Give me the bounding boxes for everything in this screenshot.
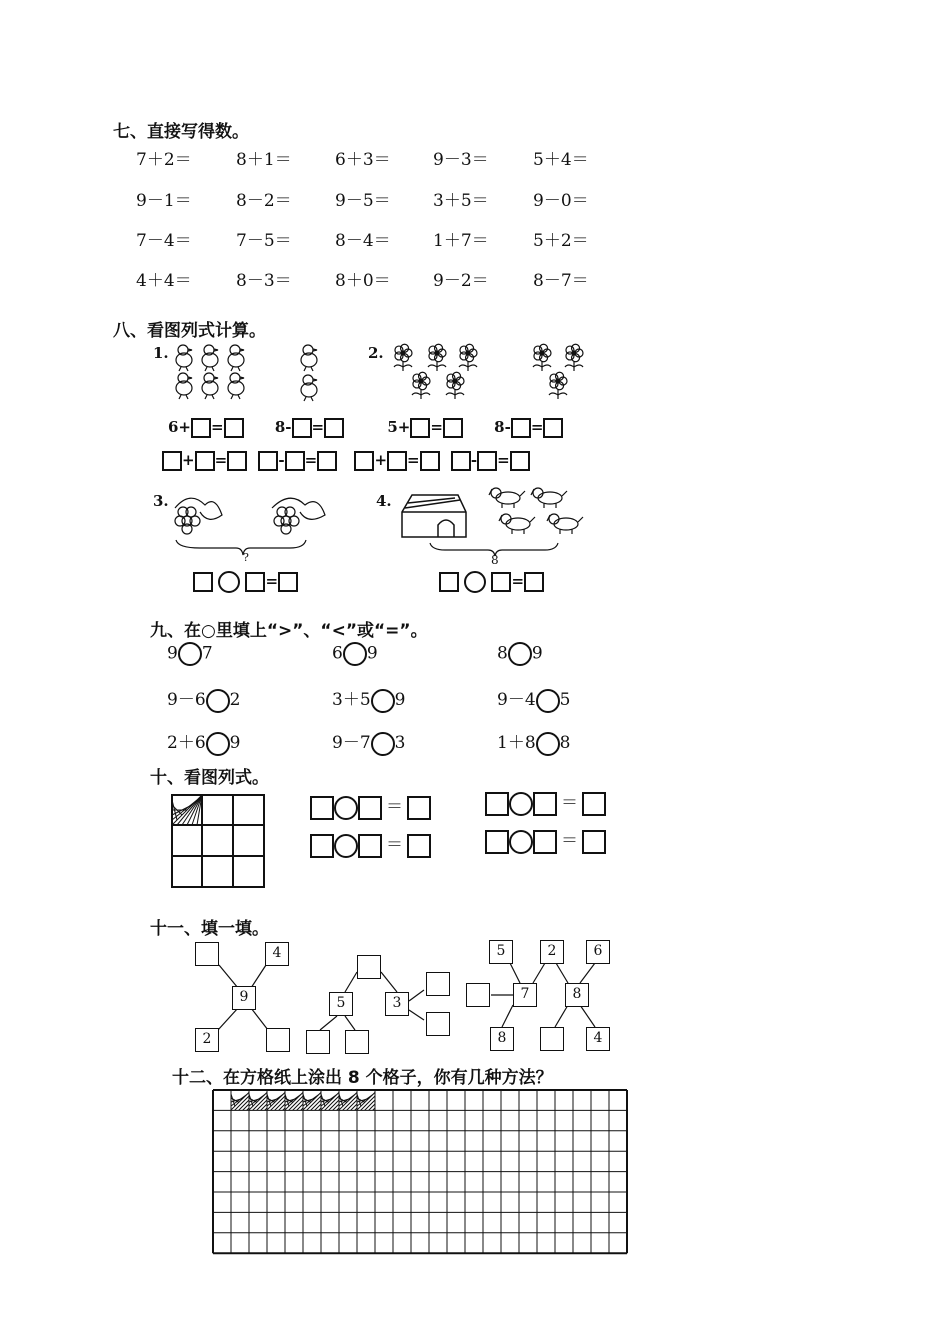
answer-box[interactable]: [278, 572, 298, 592]
right-expression: 9: [229, 733, 241, 753]
answer-box[interactable]: [310, 834, 334, 858]
right-expression: 7: [201, 643, 213, 664]
comparison-item: [497, 728, 570, 756]
number-box-empty[interactable]: [266, 1028, 290, 1052]
operator-circle[interactable]: [509, 792, 533, 816]
answer-box[interactable]: [410, 418, 430, 438]
answer-box[interactable]: [387, 451, 407, 471]
answer-box[interactable]: [285, 451, 305, 471]
left-expression: 9－7: [332, 733, 371, 753]
left-expression: 8: [497, 643, 508, 664]
right-expression: 9: [366, 643, 378, 664]
comparison-item: [332, 728, 405, 756]
section-7-title: 七、直接写得数。: [113, 122, 249, 142]
right-expression: 5: [559, 690, 571, 710]
compare-circle[interactable]: [206, 689, 230, 713]
compare-circle[interactable]: [371, 689, 395, 713]
number-box: 2: [540, 940, 564, 964]
dog-icon: [531, 488, 567, 508]
compare-circle[interactable]: [508, 642, 532, 666]
plus-sign: +: [374, 451, 388, 469]
number-box-empty[interactable]: [466, 983, 490, 1007]
flower-icon: [549, 372, 567, 399]
section-8-title: 八、看图列式计算。: [113, 321, 266, 341]
number-box: 4: [265, 942, 289, 966]
answer-box[interactable]: [407, 796, 431, 820]
flower-icon: [565, 344, 583, 371]
left-expression: 9: [167, 643, 178, 664]
equation-item: 8－7＝: [533, 271, 589, 291]
chick-icon: [301, 345, 317, 371]
answer-box[interactable]: [485, 830, 509, 854]
square-grid-paper: [213, 1090, 627, 1253]
shaded-cell: [267, 1090, 285, 1110]
answer-box[interactable]: [533, 792, 557, 816]
number-box: 3: [385, 992, 409, 1016]
right-expression: 8: [559, 733, 571, 753]
operator-circle[interactable]: [334, 834, 358, 858]
equation-row-1: [168, 418, 563, 438]
number-box-empty[interactable]: [306, 1030, 330, 1054]
problem-3-number: 3.: [153, 492, 169, 510]
number-box: 5: [329, 992, 353, 1016]
answer-box[interactable]: [354, 451, 374, 471]
number-box-empty[interactable]: [195, 942, 219, 966]
comparison-item: [497, 642, 543, 666]
minus-sign: -: [470, 451, 478, 469]
equation-item: 6＋3＝: [335, 150, 391, 170]
answer-box[interactable]: [443, 418, 463, 438]
equation-dogs: [439, 571, 544, 593]
number-box-empty[interactable]: [345, 1030, 369, 1054]
dog-icon: [499, 514, 535, 534]
answer-box[interactable]: [195, 451, 215, 471]
brace-total-label: 8: [491, 553, 499, 567]
answer-box[interactable]: [477, 451, 497, 471]
number-box-empty[interactable]: [540, 1027, 564, 1051]
dog-icon: [489, 488, 525, 508]
eq-prefix: 6+: [168, 418, 192, 436]
equation-item: 7－4＝: [136, 231, 192, 251]
left-expression: 1＋8: [497, 733, 536, 753]
chick-icon: [202, 345, 218, 371]
dog-icon: [547, 514, 583, 534]
equation-item: 9－2＝: [433, 271, 489, 291]
answer-box[interactable]: [292, 418, 312, 438]
compare-circle[interactable]: [178, 642, 202, 666]
answer-box[interactable]: [543, 418, 563, 438]
comparison-item: [167, 642, 213, 666]
equation-template: [485, 788, 606, 816]
comparison-item: [332, 685, 405, 713]
answer-box[interactable]: [524, 572, 544, 592]
answer-box[interactable]: [510, 451, 530, 471]
answer-box[interactable]: [407, 834, 431, 858]
number-box: 7: [513, 983, 537, 1007]
equation-template: [310, 792, 431, 820]
doghouse-icon: [402, 495, 466, 537]
equation-item: 8－3＝: [236, 271, 292, 291]
grape-icon: [272, 498, 325, 534]
answer-box[interactable]: [193, 572, 213, 592]
left-expression: 2＋6: [167, 733, 206, 753]
answer-box[interactable]: [451, 451, 471, 471]
section-10-title: 十、看图列式。: [150, 768, 269, 788]
number-box: 9: [232, 986, 256, 1010]
left-expression: 3＋5: [332, 690, 371, 710]
problem-2-number: 2.: [368, 344, 384, 362]
answer-box[interactable]: [227, 451, 247, 471]
eq-sign: ＝: [561, 831, 578, 851]
compare-circle[interactable]: [206, 732, 230, 756]
answer-box[interactable]: [317, 451, 337, 471]
equation-item: 5＋4＝: [533, 150, 589, 170]
operator-circle[interactable]: [334, 796, 358, 820]
shaded-cell: [321, 1090, 339, 1110]
equation-item: 9－0＝: [533, 191, 589, 211]
section-9-title: 九、在○里填上“>”、“<”或“=”。: [150, 621, 428, 641]
minus-sign: -: [278, 451, 285, 469]
eq-sign: =: [214, 451, 228, 469]
equation-item: 8－4＝: [335, 231, 391, 251]
answer-box[interactable]: [439, 572, 459, 592]
number-box-empty[interactable]: [426, 972, 450, 996]
eq-sign: ＝: [386, 797, 403, 817]
equation-item: 3＋5＝: [433, 191, 489, 211]
shaded-cell: [303, 1090, 321, 1110]
chick-icon: [176, 373, 192, 399]
equation-item: 4＋4＝: [136, 271, 192, 291]
answer-box[interactable]: [420, 451, 440, 471]
number-box: 8: [490, 1027, 514, 1051]
eq-sign: =: [430, 418, 443, 436]
chick-icon: [301, 375, 317, 401]
comparison-item: [497, 685, 570, 713]
answer-box[interactable]: [310, 796, 334, 820]
left-expression: 9－4: [497, 690, 536, 710]
comparison-item: [167, 728, 240, 756]
section-11-title: 十一、填一填。: [150, 919, 269, 939]
left-expression: 9－6: [167, 690, 206, 710]
compare-circle[interactable]: [536, 689, 560, 713]
eq-sign: =: [511, 572, 525, 590]
eq-sign: =: [304, 451, 318, 469]
equation-template: [310, 830, 431, 858]
hatched-cell: [172, 795, 202, 825]
section-12-title: 十二、在方格纸上涂出 8 个格子，你有几种方法？: [172, 1068, 553, 1088]
answer-box[interactable]: [191, 418, 211, 438]
flower-icon: [459, 344, 477, 371]
answer-box[interactable]: [358, 796, 382, 820]
eq-sign: =: [311, 418, 325, 436]
compare-circle[interactable]: [371, 732, 395, 756]
eq-sign: =: [407, 451, 420, 469]
compare-circle[interactable]: [536, 732, 560, 756]
equation-item: 9－1＝: [136, 191, 192, 211]
flower-icon: [412, 372, 430, 399]
eq-sign: =: [211, 418, 224, 436]
answer-box[interactable]: [582, 830, 606, 854]
brace-question-label: ?: [243, 551, 249, 564]
equation-item: 1＋7＝: [433, 231, 489, 251]
right-expression: 9: [394, 690, 406, 710]
equation-item: 7＋2＝: [136, 150, 192, 170]
right-expression: 3: [394, 733, 406, 753]
equation-item: 8＋0＝: [335, 271, 391, 291]
grape-icon: [175, 498, 222, 534]
equation-item: 8－2＝: [236, 191, 292, 211]
flower-icon: [394, 344, 412, 371]
comparison-item: [167, 685, 240, 713]
answer-box[interactable]: [224, 418, 244, 438]
answer-box[interactable]: [258, 451, 278, 471]
eq-sign: ＝: [561, 793, 578, 813]
answer-box[interactable]: [324, 418, 344, 438]
shaded-cell: [339, 1090, 357, 1110]
equation-item: 8＋1＝: [236, 150, 292, 170]
problem-1-number: 1.: [153, 344, 169, 362]
flower-icon: [533, 344, 551, 371]
chick-icon: [202, 373, 218, 399]
answer-box[interactable]: [582, 792, 606, 816]
shaded-cell: [231, 1090, 249, 1110]
flower-icon: [446, 372, 464, 399]
number-box: 2: [195, 1028, 219, 1052]
chick-icon: [228, 373, 244, 399]
shaded-cell: [249, 1090, 267, 1110]
right-expression: 9: [531, 643, 543, 664]
shaded-cell: [357, 1090, 375, 1110]
operator-circle[interactable]: [464, 571, 486, 593]
compare-circle[interactable]: [343, 642, 367, 666]
problem-4-number: 4.: [376, 492, 392, 510]
answer-box[interactable]: [485, 792, 509, 816]
number-box: 6: [586, 940, 610, 964]
answer-box[interactable]: [358, 834, 382, 858]
eq-sign: ＝: [386, 835, 403, 855]
comparison-item: [332, 642, 378, 666]
right-expression: 2: [229, 690, 241, 710]
left-expression: 6: [332, 643, 343, 664]
chick-icon: [228, 345, 244, 371]
flower-icon: [428, 344, 446, 371]
eq-sign: =: [497, 451, 510, 469]
eq-prefix: 8-: [494, 418, 511, 436]
flower-icons: [394, 344, 583, 399]
dog-icons: [489, 488, 583, 534]
number-box-empty[interactable]: [357, 955, 381, 979]
chick-icon: [176, 345, 192, 371]
equation-grapes: [193, 571, 298, 593]
answer-box[interactable]: [491, 572, 511, 592]
eq-sign: =: [530, 418, 544, 436]
equation-item: 9－5＝: [335, 191, 391, 211]
shaded-cell: [285, 1090, 303, 1110]
equation-item: 9－3＝: [433, 150, 489, 170]
chick-icons: [176, 345, 317, 401]
equation-row-2: [162, 451, 530, 471]
equation-item: 5＋2＝: [533, 231, 589, 251]
number-box: 5: [489, 940, 513, 964]
eq-prefix: 8-: [274, 418, 292, 436]
operator-circle[interactable]: [218, 571, 240, 593]
number-box-empty[interactable]: [426, 1012, 450, 1036]
eq-prefix: 5+: [387, 418, 411, 436]
equation-template: [485, 826, 606, 854]
eq-sign: =: [265, 572, 279, 590]
answer-box[interactable]: [162, 451, 182, 471]
plus-sign: +: [182, 451, 195, 469]
number-box: 8: [565, 983, 589, 1007]
answer-box[interactable]: [245, 572, 265, 592]
brace-left: [176, 540, 306, 555]
number-box: 4: [586, 1027, 610, 1051]
answer-box[interactable]: [511, 418, 531, 438]
operator-circle[interactable]: [509, 830, 533, 854]
equation-item: 7－5＝: [236, 231, 292, 251]
answer-box[interactable]: [533, 830, 557, 854]
